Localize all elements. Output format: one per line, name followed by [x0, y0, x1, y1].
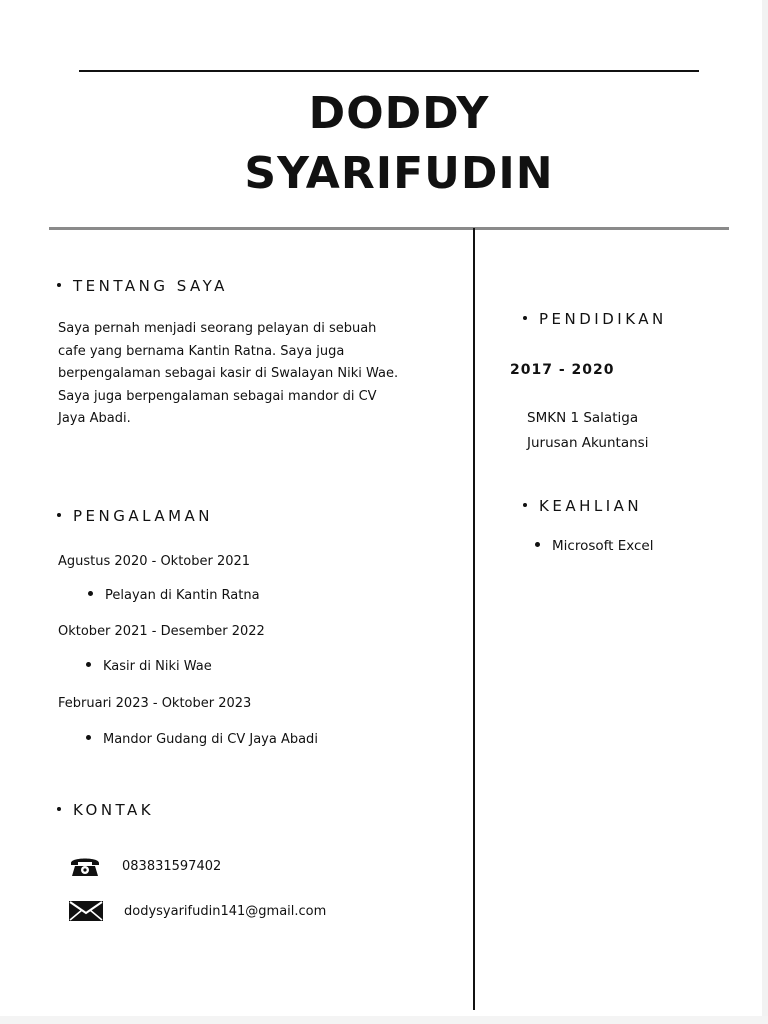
contact-email-row: [68, 898, 326, 924]
education-years: 2017 - 2020: [510, 362, 615, 378]
contact-heading-text: KONTAK: [73, 801, 155, 819]
about-paragraph: [58, 318, 458, 431]
skills-heading-text: KEAHLIAN: [539, 497, 643, 515]
name-first-line: DODDY: [308, 88, 490, 139]
list-bullet: [86, 662, 91, 667]
skill-item: [535, 538, 654, 554]
about-line: berpengalaman sebagai kasir di Swalayan Niki Wae.: [58, 366, 399, 381]
experience-role: [86, 659, 212, 674]
about-line: Jaya Abadi.: [58, 411, 131, 426]
heading-bullet: [57, 283, 61, 287]
heading-bullet: [523, 316, 527, 320]
experience-period: Februari 2023 - Oktober 2023: [58, 696, 252, 711]
header-divider: [49, 227, 729, 230]
contact-phone-row: [68, 853, 221, 879]
email-address: dodysyarifudin141@gmail.com: [124, 903, 327, 919]
experience-role-text: Pelayan di Kantin Ratna: [105, 588, 260, 603]
heading-bullet: [523, 503, 527, 507]
experience-period: Agustus 2020 - Oktober 2021: [58, 554, 251, 569]
section-heading-skills: [523, 497, 642, 515]
about-line: Saya juga berpengalaman sebagai mandor di CV: [58, 388, 377, 404]
name-second-line: SYARIFUDIN: [244, 148, 554, 199]
page-bottom-shade: [0, 1016, 768, 1024]
envelope-icon: [68, 899, 104, 923]
section-heading-about: [57, 277, 228, 295]
list-bullet: [88, 591, 93, 596]
experience-role-text: Kasir di Niki Wae: [103, 659, 212, 674]
top-divider: [79, 70, 699, 72]
experience-role-text: Mandor Gudang di CV Jaya Abadi: [103, 732, 318, 747]
heading-bullet: [57, 513, 61, 517]
experience-heading-text: PENGALAMAN: [73, 507, 214, 525]
section-heading-education: [523, 310, 667, 328]
experience-period: Oktober 2021 - Desember 2022: [58, 624, 265, 639]
skill-item-text: Microsoft Excel: [552, 538, 654, 554]
list-bullet: [86, 735, 91, 740]
list-bullet: [535, 542, 540, 547]
about-heading-text: TENTANG SAYA: [73, 277, 228, 295]
education-major: Jurusan Akuntansi: [527, 435, 649, 451]
about-line: cafe yang bernama Kantin Ratna. Saya juga: [58, 343, 345, 359]
education-heading-text: PENDIDIKAN: [539, 310, 667, 328]
education-school: SMKN 1 Salatiga: [527, 410, 639, 426]
phone-icon: [68, 854, 102, 878]
phone-number: 083831597402: [122, 858, 222, 874]
experience-role: [88, 588, 260, 603]
section-heading-experience: [57, 507, 213, 525]
heading-bullet: [57, 807, 61, 811]
experience-role: [86, 732, 318, 747]
about-line: Saya pernah menjadi seorang pelayan di sebuah: [58, 321, 377, 336]
section-heading-contact: [57, 801, 154, 819]
column-divider: [473, 228, 475, 1010]
